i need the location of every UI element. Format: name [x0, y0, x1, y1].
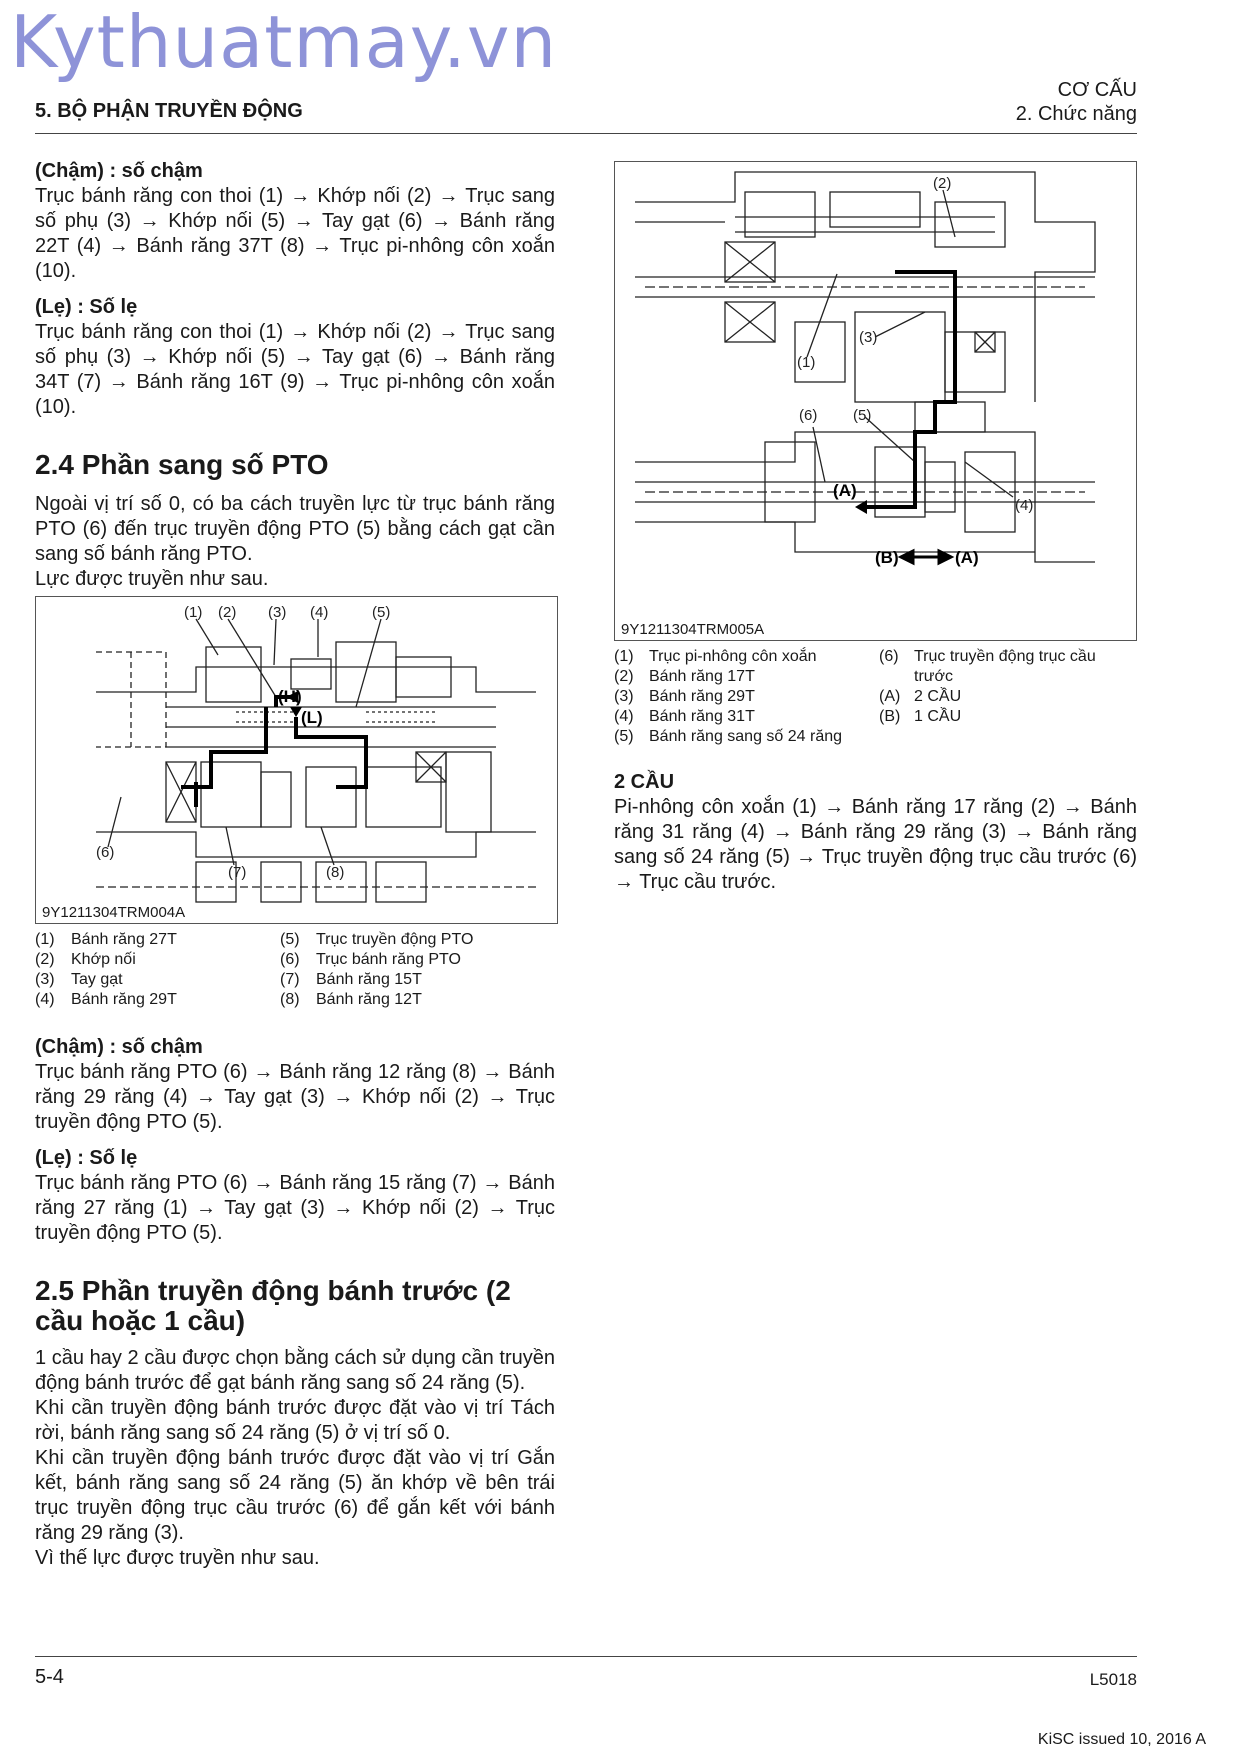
- pto-gear-diagram: [36, 597, 556, 922]
- fig2-callout-1: (1): [797, 354, 816, 371]
- fig1-callout-5: (5): [372, 604, 391, 621]
- pto-fast-text: Trục bánh răng PTO (6) → Bánh răng 15 răng (7) → Bánh răng 27 răng (1) → Tay gạt (3) → Khớp nối (2) → Trục truyền động PTO (5).: [35, 1172, 555, 1244]
- footer-divider: [35, 1656, 1137, 1657]
- legend-item: (6) Trục bánh răng PTO: [280, 951, 461, 968]
- fig1-callout-2: (2): [218, 604, 237, 621]
- subsection-name: 2. Chức năng: [1015, 103, 1137, 125]
- legend-item: (8) Bánh răng 12T: [280, 991, 422, 1008]
- fig1-callout-1: (1): [184, 604, 203, 621]
- fig2-legend: [614, 647, 1137, 747]
- fig2-callout-5: (5): [853, 407, 872, 424]
- section-2-5-para1: 1 cầu hay 2 cầu được chọn bằng cách sử dụng cần truyền động bánh trước để gạt bánh răng sang số 24 răng (5).: [35, 1347, 555, 1394]
- front-drive-figure: [614, 161, 1137, 641]
- fig1-label-h: (H): [278, 687, 302, 706]
- fig1-callout-6: (6): [96, 844, 115, 861]
- fig2-label-b: (B): [875, 548, 899, 567]
- fig2-code: 9Y1211304TRM005A: [621, 621, 765, 638]
- two-axle-text: Pi-nhông côn xoắn (1) → Bánh răng 17 răng (2) → Bánh răng 31 răng (4) → Bánh răng 29 răng (3) → Bánh răng sang số 24 răng (5) → Trục truyền động trục cầu trước (6) → Trục cầu trước.: [614, 796, 1137, 893]
- fig2-callout-4: (4): [1015, 497, 1034, 514]
- legend-item: (2) Bánh răng 17T: [614, 668, 755, 685]
- legend-item: (6) Trục truyền động trục cầu trước: [879, 648, 1096, 685]
- pto-slow-text: Trục bánh răng PTO (6) → Bánh răng 12 răng (8) → Bánh răng 29 răng (4) → Tay gạt (3) → Khớp nối (2) → Trục truyền động PTO (5).: [35, 1061, 555, 1133]
- section-2-5-heading: 2.5 Phần truyền động bánh trước (2 cầu hoặc 1 cầu): [35, 1275, 511, 1336]
- section-2-5-para3: Khi cần truyền động bánh trước được đặt vào vị trí Gắn kết, bánh răng sang số 24 răng (5) ăn khớp về bên trái trục truyền động trục cầu trước (6) để gắn kết với bánh răng 29 răng (3).: [35, 1447, 555, 1544]
- fig2-callout-3: (3): [859, 329, 878, 346]
- fig2-label-a2: (A): [955, 548, 979, 567]
- pto-gear-figure: [35, 596, 558, 924]
- section-title: [1016, 78, 1137, 126]
- section-2-5-para2: Khi cần truyền động bánh trước được đặt vào vị trí Tách rời, bánh răng sang số 24 răng (5) ở vị trí số 0.: [35, 1397, 555, 1444]
- fig1-label-l: (L): [301, 708, 323, 727]
- section-2-5-para4: Vì thế lực được truyền như sau.: [35, 1547, 320, 1569]
- fig1-callout-7: (7): [228, 864, 247, 881]
- pto-fast-title: (Lẹ) : Số lẹ: [35, 1147, 138, 1169]
- legend-item: (1) Bánh răng 27T: [35, 931, 177, 948]
- section-2-4-heading: 2.4 Phần sang số PTO: [35, 449, 329, 480]
- legend-item: (3) Tay gạt: [35, 971, 123, 988]
- left-column: [35, 158, 555, 1571]
- slow-gear-text: Trục bánh răng con thoi (1) → Khớp nối (2) → Trục sang số phụ (3) → Khớp nối (5) → Tay gạt (6) → Bánh răng 22T (4) → Bánh răng 37T (8) → Trục pi-nhông côn xoắn (10).: [35, 185, 555, 282]
- legend-item: (2) Khớp nối: [35, 951, 136, 968]
- fig2-label-a: (A): [833, 481, 857, 500]
- fig1-callout-8: (8): [326, 864, 345, 881]
- fig1-legend: [35, 930, 505, 1010]
- fig2-callout-6: (6): [799, 407, 818, 424]
- fast-gear-text: Trục bánh răng con thoi (1) → Khớp nối (2) → Trục sang số phụ (3) → Khớp nối (5) → Tay gạt (6) → Bánh răng 34T (7) → Bánh răng 16T (9) → Trục pi-nhông côn xoắn (10).: [35, 321, 555, 418]
- right-column: [614, 161, 1137, 895]
- legend-item: (4) Bánh răng 29T: [35, 991, 177, 1008]
- two-axle-title: 2 CẦU: [614, 771, 675, 793]
- chapter-title: 5. BỘ PHẬN TRUYỀN ĐỘNG: [35, 100, 303, 122]
- section-2-4-para1: Ngoài vị trí số 0, có ba cách truyền lực từ trục bánh răng PTO (6) đến trục truyền động PTO (5) bằng cách gạt cần sang số bánh răng PTO.: [35, 493, 555, 565]
- legend-item: (5) Trục truyền động PTO: [280, 931, 474, 948]
- fig1-code: 9Y1211304TRM004A: [42, 904, 186, 921]
- fast-gear-title: (Lẹ) : Số lẹ: [35, 296, 138, 318]
- fig1-callout-4: (4): [310, 604, 329, 621]
- legend-item: (4) Bánh răng 31T: [614, 708, 755, 725]
- section-2-4-para2: Lực được truyền như sau.: [35, 568, 269, 590]
- fig2-callout-2: (2): [933, 175, 952, 192]
- header-divider: [35, 133, 1137, 134]
- watermark: Kythuatmay.vn: [10, 0, 558, 84]
- legend-item: (7) Bánh răng 15T: [280, 971, 422, 988]
- section-name: CƠ CẤU: [1057, 79, 1137, 101]
- legend-item: (A) 2 CẦU: [879, 688, 962, 705]
- page-number: 5-4: [35, 1666, 64, 1688]
- fig1-callout-3: (3): [268, 604, 287, 621]
- front-drive-diagram: [615, 162, 1135, 639]
- model-number: L5018: [1089, 1670, 1137, 1689]
- slow-gear-title: (Chậm) : số chậm: [35, 160, 203, 182]
- legend-item: (5) Bánh răng sang số 24 răng: [614, 728, 843, 745]
- pto-slow-title: (Chậm) : số chậm: [35, 1036, 203, 1058]
- legend-item: (1) Trục pi-nhông côn xoắn: [614, 648, 817, 665]
- legend-item: (3) Bánh răng 29T: [614, 688, 755, 705]
- issue-note: KiSC issued 10, 2016 A: [1037, 1731, 1206, 1748]
- legend-item: (B) 1 CẦU: [879, 708, 962, 725]
